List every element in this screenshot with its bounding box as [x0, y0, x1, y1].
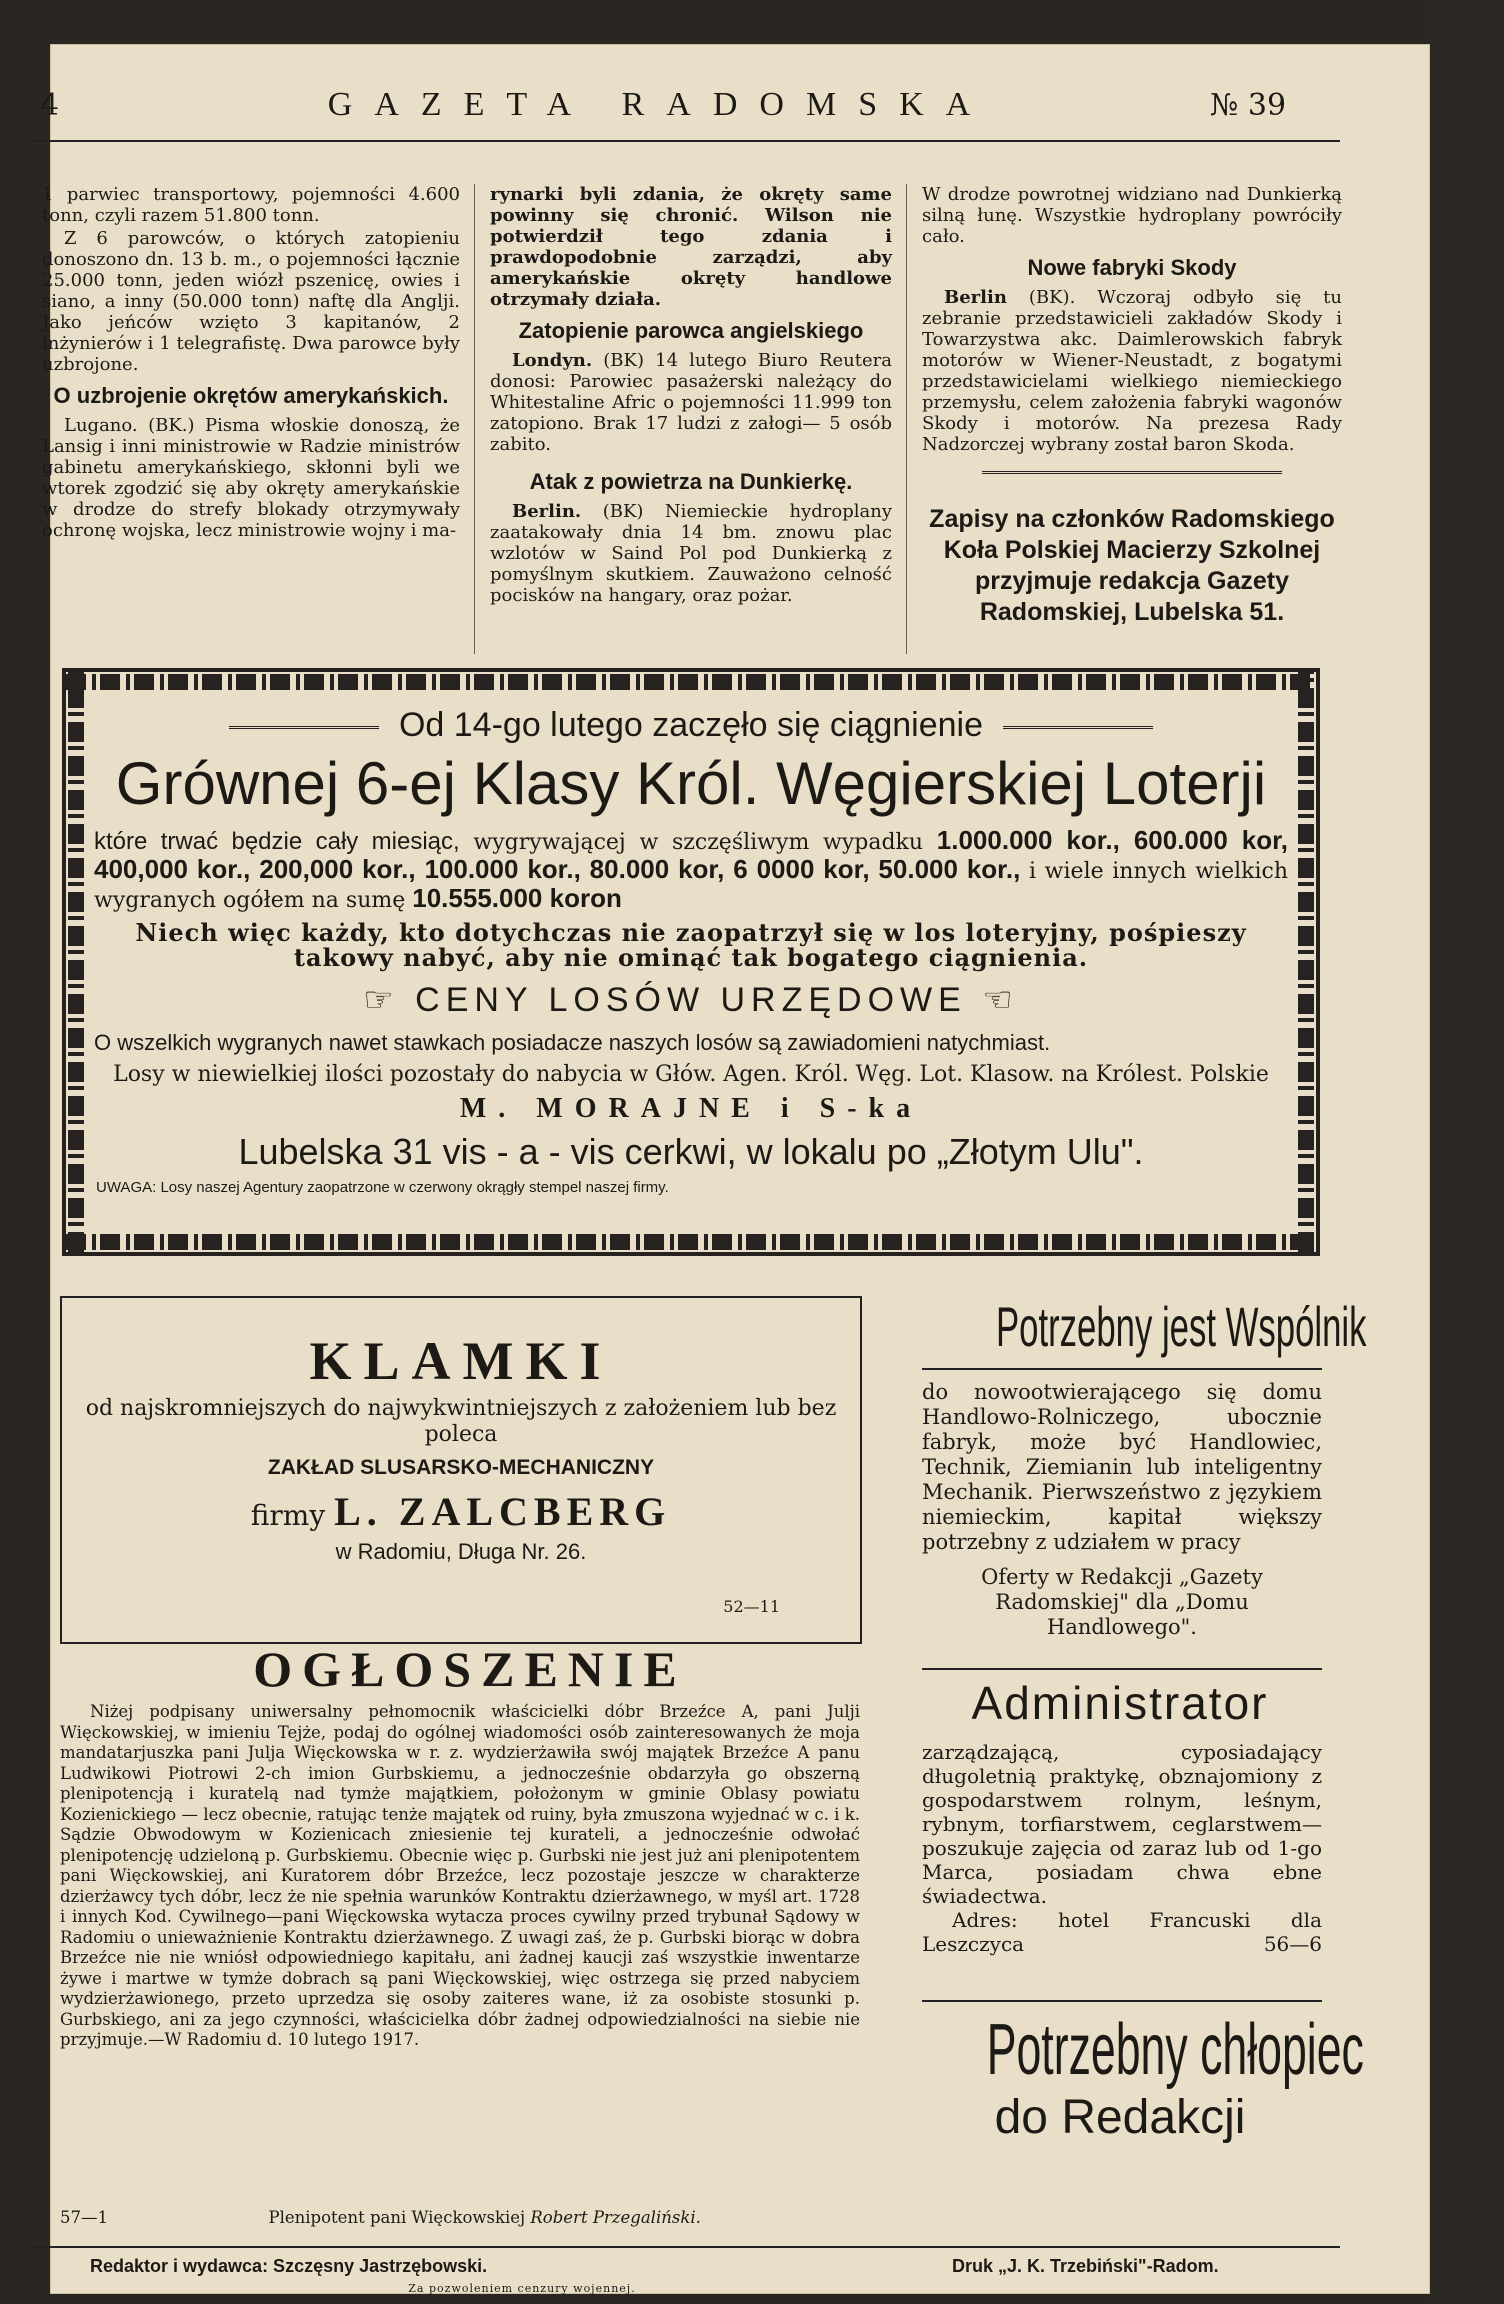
page-number: 4 [40, 88, 60, 123]
article-text: Z 6 parowców, o których zatopieniu donoszono dn. 13 b. m., o pojemności łącznie 25.000 tonn, jeden wiózł pszenicę, owies i siano, a inny (50.000 tonn) naftę dla Anglji. Jako jeńców wzięto 3 kapitanów, 2 inżynierów i 1 telegrafistę. Dwa parowce były uzbrojone. [42, 228, 460, 375]
klamki-address: w Radomiu, Długa Nr. 26. [335, 1539, 587, 1564]
lottery-total: 10.555.000 koron [412, 883, 622, 913]
lottery-prices-label: CENY LOSÓW URZĘDOWE [415, 981, 967, 1019]
column-2 [490, 184, 892, 608]
lottery-address: Lubelska 31 vis - a - vis cerkwi, w lokalu po „Złotym Ulu". [238, 1131, 1144, 1172]
lottery-headline: Od 14-go lutego zaczęło się ciągnienie [398, 706, 984, 744]
ad-code: 57—1 [60, 2208, 108, 2227]
column-3 [922, 184, 1342, 628]
column-1 [42, 184, 460, 543]
lottery-line [86, 706, 1296, 745]
article-body: (BK) 14 lutego Biuro Reutera donosi: Parowiec pasażerski należący do Whitestaline Afric o pojemności 11.999 ton zatopiono. Brak 17 ludzi z załogi— 5 osób zabito. [490, 350, 892, 455]
chain-border [68, 672, 84, 1252]
lottery-prizes [94, 827, 1288, 914]
ogloszenie-text [60, 1702, 860, 2051]
klamki-firm [62, 1488, 860, 1535]
divider [982, 471, 1282, 474]
klamki-firm-name: L. ZALCBERG [334, 1489, 672, 1534]
administrator-body: zarządzającą, cyposiadający długoletnią praktykę, obznajomiony z gospodarstwem rolnym, leśnym, rybnym, torfiarstwem, ceglarstwem—poszukuje zajęcia od zaraz lub od 1-go Marca, posiadam chwa ebne świadectwa. [922, 1740, 1322, 1908]
signature-role: Plenipotent pani Więckowskiej [268, 2208, 526, 2227]
chain-border [1298, 672, 1314, 1252]
lottery-text: i wiele innych wielkich wygranych ogółem na sumę [94, 859, 1289, 913]
pointing-hand-icon: ☜ [982, 981, 1019, 1019]
signature-name: Robert Przegaliński. [530, 2208, 701, 2227]
ogloszenie-signature [60, 2208, 860, 2227]
ogloszenie-title: OGŁOSZENIE [253, 1641, 687, 1697]
article-text: W drodze powrotnej widziano nad Dunkierką silną łunę. Wszystkie hydroplany powróciły cało. [922, 184, 1342, 247]
pointing-hand-icon: ☞ [363, 981, 400, 1019]
lottery-agent: M. MORAJNE i S-ka [459, 1093, 923, 1124]
divider [922, 1668, 1322, 1670]
article-heading: Nowe fabryki Skody [1027, 255, 1237, 280]
masthead-title: GAZETA RADOMSKA [327, 86, 993, 123]
lottery-call: Niech więc każdy, kto dotychczas nie zaopatrzył się w los loteryjny, pośpieszy takowy nabyć, aby nie ominąć tak bogatego ciągnienia. [135, 918, 1247, 972]
footer-censor: Za pozwoleniem cenzury wojennej. [408, 2282, 636, 2295]
article-text [42, 415, 460, 541]
chlopiec-title: Potrzebny chłopiec [986, 2010, 1364, 2090]
klamki-firm-label: firmy [250, 1499, 326, 1532]
lottery-availability: Losy w niewielkiej ilości pozostały do nabycia w Głów. Agen. Król. Węg. Lot. Klasow. na Królest. Polskie [113, 1062, 1269, 1087]
notice-text: Zapisy na członków Radomskiego Koła Polskiej Macierzy Szkolnej przyjmuje redakcja Gazety Radomskiej, Lubelska 51. [929, 505, 1335, 626]
lottery-duration: które trwać będzie cały miesiąc, [94, 828, 460, 855]
klamki-company-type: ZAKŁAD SLUSARSKO-MECHANICZNY [267, 1456, 655, 1479]
ogloszenie-body: Niżej podpisany uniwersalny pełnomocnik właścicielki dóbr Brzeźce A, pani Julji Więckowskiej, w imieniu Tejże, podaj do ogólnej wiadomości osób zainteresowanych że moja mandatarjuszka pani Julja Więckowska w r. z. wydzierżawiła swój majątek Brzeźce A panu Ludwikowi Piotrowi 2-ch imion Gurbskiemu, a jednocześnie obdarzyła go obszerną plenipotencją i kuratelą nad tymże majątkiem, położonym w gminie Oblasy powiatu Kozienickiego — lecz obecnie, ratując tenże majątek od ruiny, była zmuszona wyjednać w c. i k. Sądzie Obwodowym w Kozienicach zniesienie tej kurateli, a jednocześnie odwołać plenipotencję udzieloną p. Gurbskiemu. Obecnie więc p. Gurbski nie jest już ani plenipotentem pani Więckowskiej, ani Kuratorem dóbr Brzeźce, lecz pozostaje jeszcze w charakterze dzierżawcy tych dóbr, lecz że nie spełnia warunków Kontraktu dzierżawnego, w myśl art. 1728 i innych Kod. Cywilnego—pani Więckowska wytacza proces cywilny przed trybunał Sądowy w Radomiu o unieważnienie Kontraktu dzierżawnego. Z uwagi zaś, że p. Gurbski biorąc w dobra Brzeźce nie nie wniósł odpowiedniego kapitału, ani żadnej kaucji zaś wszystkie inwentarze żywe i martwe w tymże dobrach są pani Więckowskiej, więc ostrzega się przed nabyciem wydzierżawionego, przeto uprzedza się osoby zaiteres wane, iż za osobiste stosunki p. Gurbskiego, ani za jego czynności, właścicielka dóbr żadnej odpowiedzialności na siebie nie przyjmuje.—W Radomiu d. 10 lutego 1917. [60, 1702, 860, 2049]
article-heading: Zatopienie parowca angielskiego [518, 318, 864, 343]
chlopiec-subtitle: do Redakcji [994, 2091, 1246, 2144]
dateline: Lugano. [64, 415, 138, 436]
article-body: (BK) Niemieckie hydroplany zaatakowały dnia 14 bm. znowu plac wzlotów w Saind Pol pod Dunkierką z pomyślnym skutkiem. Zauważono celność pocisków na hangary, oraz pożar. [490, 501, 892, 606]
wspolnik-title: Potrzebny jest Wspólnik [996, 1295, 1367, 1358]
footer-editor: Redaktor i wydawca: Szczęsny Jastrzębowski. [90, 2256, 488, 2276]
divider [922, 1368, 1322, 1370]
ad-code: 56—6 [1263, 1932, 1322, 1956]
administrator-text [922, 1740, 1322, 1956]
ad-code: 52—11 [723, 1597, 780, 1616]
dateline: Berlin [944, 287, 1007, 308]
header-rule [30, 140, 1340, 142]
column-divider [906, 184, 907, 654]
klamki-text: od najskromniejszych do najwykwintniejszych z założeniem lub bez poleca [85, 1396, 837, 1447]
dateline: Londyn. [512, 350, 593, 371]
dateline: Berlin. [512, 501, 582, 522]
lottery-note: UWAGA: Losy naszej Agentury zaopatrzone w czerwony okrągły stempel naszej firmy. [96, 1179, 669, 1196]
chain-border [66, 1234, 1316, 1250]
chain-border [66, 674, 1316, 690]
klamki-title: KLAMKI [309, 1331, 613, 1391]
lottery-text: wygrywającej w szczęśliwym wypadku [473, 830, 924, 855]
lottery-notice: O wszelkich wygranych nawet stawkach posiadacze naszych losów są zawiadomieni natychmiast. [94, 1030, 1051, 1055]
article-body: (BK). Wczoraj odbyło się tu zebranie przedstawicieli zakładów Skody i Towarzystwa akc. Daimlerowskich fabryk motorów w Wiener-Neustadt, z bogatymi przedstawicielami wielkiego niemieckiego przemysłu, celem założenia fabryki wagonów Skody i motorów. Na prezesa Rady Nadzorczej wybrany został baron Skoda. [922, 287, 1342, 455]
lottery-advertisement [62, 668, 1320, 1256]
lottery-prices-heading [86, 980, 1296, 1020]
klamki-advertisement [60, 1296, 862, 1644]
wspolnik-text [922, 1380, 1322, 1640]
footer-printer: Druk „J. K. Trzebiński"-Radom. [952, 2256, 1219, 2276]
lottery-amounts: 1.000.000 kor., 600.000 kor, 400,000 kor., 200,000 kor., 100.000 kor., 80.000 kor, 6 0000 kor, 50.000 kor., [94, 825, 1288, 884]
footer-rule [30, 2246, 1340, 2248]
article-body: (BK.) Pisma włoskie donoszą, że Lansig i inni ministrowie w Radzie ministrów gabinetu amerykańskiego, skłonni byli we wtorek zgodzić się aby okręty amerykańskie w drodze do strefy blokady otrzymywały ochronę wojska, lecz ministrowie wojny i ma- [42, 415, 460, 541]
administrator-address: Adres: hotel Francuski dla Leszczyca [922, 1908, 1322, 1956]
issue-number: № 39 [1210, 88, 1287, 123]
article-text [490, 501, 892, 606]
wspolnik-body: do nowootwierającego się domu Handlowo-Rolniczego, ubocznie fabryk, może być Handlowiec, Technik, Ziemianin lub inteligentny Mechanik. Pierwszeństwo z językiem niemieckim, kapitał większy potrzebny z udziałem w pracy [922, 1380, 1322, 1554]
wspolnik-offer: Oferty w Redakcji „Gazety Radomskiej" dla „Domu Handlowego". [981, 1565, 1263, 1639]
article-heading: Atak z powietrza na Dunkierkę. [529, 469, 853, 494]
article-text [490, 350, 892, 455]
article-heading: O uzbrojenie okrętów amerykańskich. [53, 383, 449, 408]
binding-edge [1430, 0, 1504, 2304]
article-text [922, 287, 1342, 455]
administrator-title: Administrator [971, 1677, 1269, 1729]
article-text: rynarki byli zdania, że okręty same powinny się chronić. Wilson nie potwierdził tego zdania i prawdopodobnie zarządzi, aby amerykańskie okręty handlowe otrzymały działa. [490, 184, 892, 310]
article-text: 1 parwiec transportowy, pojemności 4.600 tonn, czyli razem 51.800 tonn. [42, 184, 460, 226]
lottery-title: Grównej 6-ej Klasy Król. Węgierskiej Loterji [115, 750, 1267, 817]
divider [922, 2000, 1322, 2002]
column-divider [474, 184, 475, 654]
